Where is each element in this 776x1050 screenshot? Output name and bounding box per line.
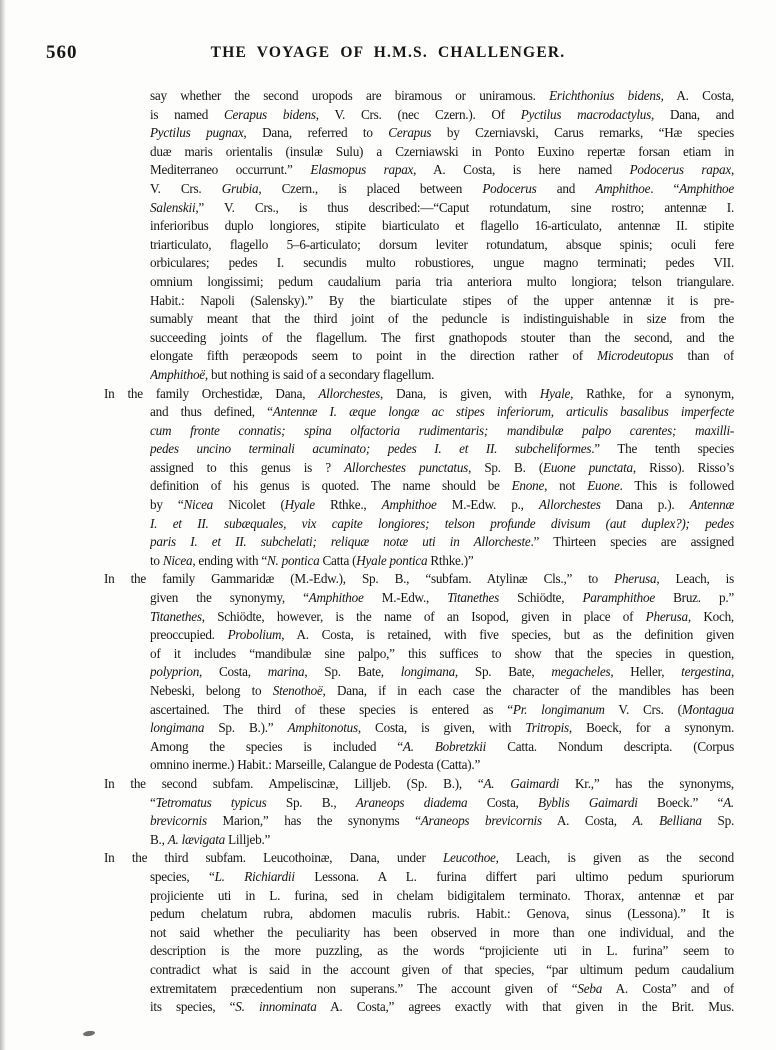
paragraph [104,849,734,1016]
text-line: preoccupied. Probolium, A. Costa, is retained, with five species, but as the definition given [150,627,734,643]
text-line: and thus defined, “Antennæ I. æque longæ ac stipes inferiorum, articulis basalibus imperfecte [150,404,734,420]
text-line: In the family Orchestidæ, Dana, Allorchestes, Dana, is given, with Hyale, Rathke, for a synonym, [104,385,734,401]
text-line: In the second subfam. Ampeliscinæ, Lilljeb. (Sp. B.), “A. Gaimardi Kr.,” has the synonyms, [104,775,734,791]
text-line: B., A. lævigata Lilljeb.” [150,831,271,847]
text-line: “Tetromatus typicus Sp. B., Araneops diadema Costa, Byblis Gaimardi Boeck.” “A. [150,794,734,810]
text-line: paris I. et II. subchelati; reliquæ notæ uti in Allorcheste.” Thirteen species are assigned [150,534,734,550]
scan-ink-mark [83,1030,96,1037]
text-line: Habit.: Napoli (Salensky).” By the biarticulate stipes of the upper antennæ it is pre- [150,292,734,308]
page-number: 560 [46,42,78,63]
text-line: species, “L. Richiardii Lessona. A L. furina differt pari ultimo pedum spuriorum [150,868,734,884]
text-line: its species, “S. innominata A. Costa,” agrees exactly with that given in the Brit. Mus. [150,999,734,1015]
page-header [0,42,776,66]
text-line: given the synonymy, “Amphithoe M.-Edw., Titanethes Schiödte, Paramphithoe Bruz. p.” [150,590,734,606]
text-line: Among the species is included “A. Bobretzkii Catta. Nondum descripta. (Corpus [150,738,734,754]
text-line: contradict what is said in the account given of that species, “par ultimum pedum caudalium [150,961,734,977]
text-line: pedes uncino terminali acuminato; pedes I. et II. subcheliformes.” The tenth species [150,441,734,457]
text-line: succeeding joints of the flagellum. The first gnathopods stouter than the second, and the [150,329,734,345]
text-line: description is the more puzzling, as the words “projiciente uti in L. furina” seem to [150,943,734,959]
text-line: to Nicea, ending with “N. pontica Catta (Hyale pontica Rthke.)” [150,552,474,568]
text-line: by “Nicea Nicolet (Hyale Rthke., Amphithoe M.-Edw. p., Allorchestes Dana p.). Antennæ [150,497,734,513]
scan-edge-shadow [0,0,6,1050]
text-line: duæ maris orientalis (insulæ Sulu) a Czerniawski in Ponto Euxino repertæ forsan etiam in [150,143,734,159]
text-line: Pyctilus pugnax, Dana, referred to Cerapus by Czerniavski, Carus remarks, “Hæ species [150,125,734,141]
running-title: THE VOYAGE OF H.M.S. CHALLENGER. [210,44,566,61]
text-line: longimana Sp. B.).” Amphitonotus, Costa, is given, with Tritropis, Boeck, for a synonym. [150,720,734,736]
text-line: omnino inerme.) Habit.: Marseille, Calangue de Podesta (Catta).” [150,757,481,773]
text-line: extremitatem præcedentium non superans.” The account given of “Seba A. Costa” and of [150,980,734,996]
text-line: I. et II. subæquales, vix capite longiores; telson profunde divisum (aut duplex?); pedes [150,515,734,531]
text-line: sumably meant that the third joint of the peduncle is indistinguishable in size from the [150,311,734,327]
text-line: Nebeski, belong to Stenothoë, Dana, if in each case the character of the mandibles has been [150,683,734,698]
text-line: Titanethes, Schiödte, however, is the name of an Isopod, given in place of Pherusa, Koch, [150,608,734,624]
text-line: cum fronte connatis; spina olfactoria rudimentaris; mandibulæ palpo carentes; maxilli- [150,422,734,438]
text-line: In the third subfam. Leucothoinæ, Dana, under Leucothoe, Leach, is given as the second [104,850,734,866]
text-line: inferioribus duplo longiores, stipite biarticulato et flagello 16-articulato, antennæ II. stipite [150,218,734,234]
paragraph [150,87,734,385]
paragraph [104,775,734,849]
text-line: orbiculares; pedes I. secundis multo robustiores, ungue magno terminati; pedes VII. [150,255,734,271]
text-line: projiciente uti in L. furina, sed in chelam bidigitalem terminato. Thorax, antennæ et par [150,887,734,903]
paragraph [104,385,734,571]
text-line: V. Crs. Grubia, Czern., is placed between Podocerus and Amphithoe. “Amphithoe [150,180,734,196]
text-line: is named Cerapus bidens, V. Crs. (nec Czern.). Of Pyctilus macrodactylus, Dana, and [150,106,734,122]
text-line: say whether the second uropods are biramous or uniramous. Erichthonius bidens, A. Costa, [150,88,734,103]
text-line: definition of his genus is quoted. The name should be Enone, not Euone. This is followed [150,478,734,494]
text-line: assigned to this genus is ? Allorchestes punctatus, Sp. B. (Euone punctata, Risso). Risso’s [150,459,734,475]
paragraph [104,570,734,775]
text-line: elongate fifth peræopods seem to point in the direction rather of Microdeutopus than of [150,348,734,364]
page-body [104,87,734,1017]
text-line: omnium longissimi; pedum caudalium paria tria anteriora multo longiora; telson triangulare. [150,273,734,289]
text-line: brevicornis Marion,” has the synonyms “Araneops brevicornis A. Costa, A. Belliana Sp. [150,813,734,829]
text-line: of it includes “mandibulæ sine palpo,” this suffices to show that the species in question, [150,645,734,661]
text-line: Mediterraneo occurrunt.” Elasmopus rapax, A. Costa, is here named Podocerus rapax, [150,162,734,178]
text-line: triarticulato, flagello 5–6-articulato; dorsum leviter rotundatum, absque spinis; oculi fere [150,236,734,252]
text-line: pedum chelatum rubra, abdomen maculis rubris. Habit.: Genova, sinus (Lessona).” It is [150,906,734,922]
text-line: polyprion, Costa, marina, Sp. Bate, longimana, Sp. Bate, megacheles, Heller, tergestina, [150,664,734,680]
text-line: ascertained. The third of these species is entered as “Pr. longimanum V. Crs. (Montagua [150,701,734,717]
text-line: In the family Gammaridæ (M.-Edw.), Sp. B., “subfam. Atylinæ Cls.,” to Pherusa, Leach, is [104,571,734,587]
text-line: not said whether the peculiarity has been observed in more than one individual, and the [150,924,734,940]
text-line: Amphithoë, but nothing is said of a secondary flagellum. [150,366,435,382]
text-line: Salenskii,” V. Crs., is thus described:—“Caput rotundatum, sine rostro; antennæ I. [150,199,734,215]
